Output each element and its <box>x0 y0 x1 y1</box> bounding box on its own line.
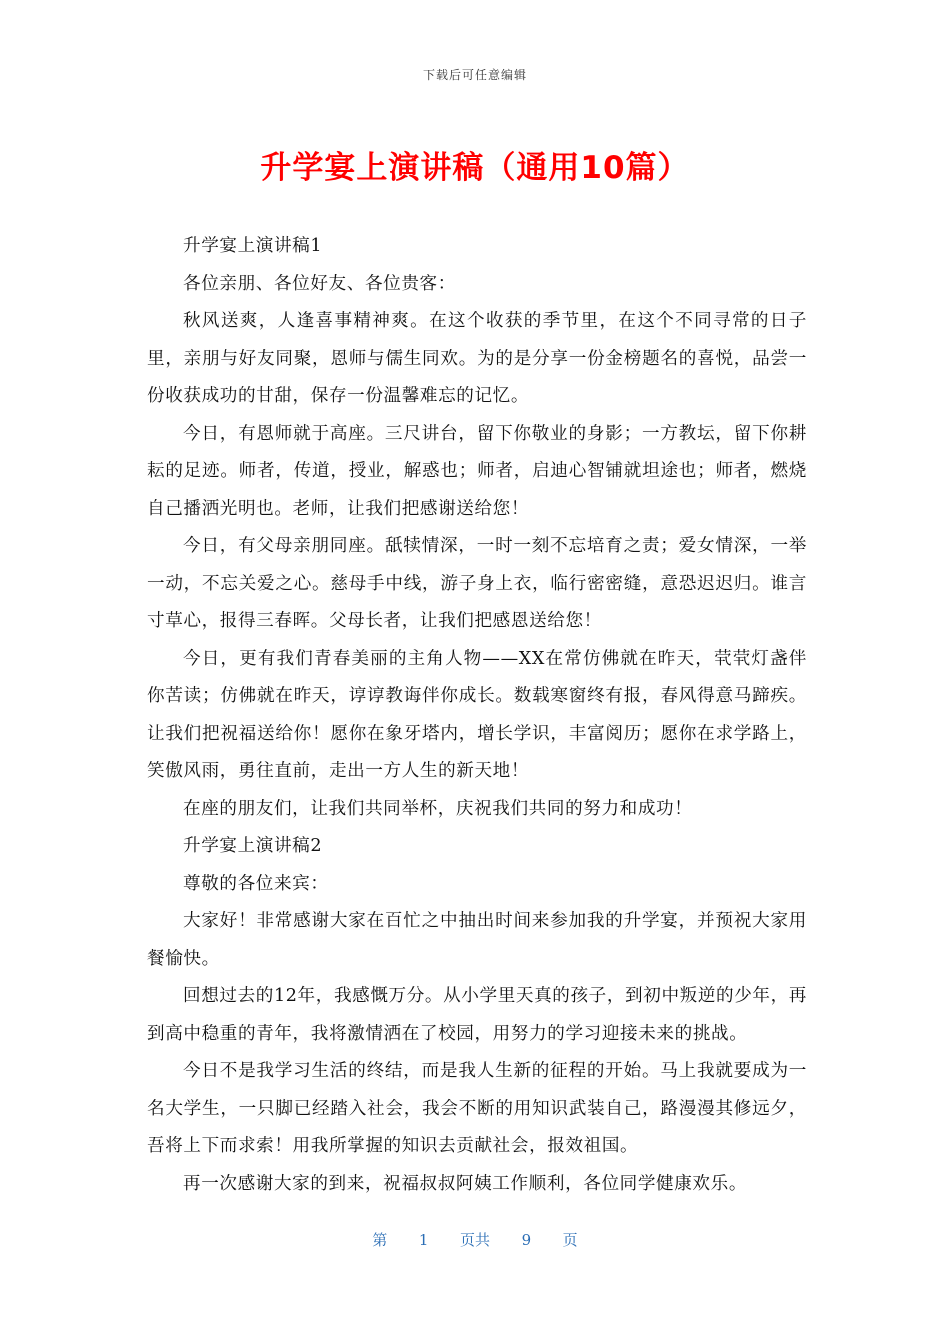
footer-page-number: 1 <box>418 1231 429 1249</box>
salutation-2: 尊敬的各位来宾： <box>183 873 329 894</box>
page-footer <box>0 1229 950 1250</box>
footer-suffix: 页 <box>562 1231 578 1249</box>
document-body <box>147 228 807 1203</box>
paragraph: 在座的朋友们，让我们共同举杯，庆祝我们共同的努力和成功！ <box>183 798 693 819</box>
section-heading-1: 升学宴上演讲稿1 <box>183 236 323 256</box>
salutation-1: 各位亲朋、各位好友、各位贵客： <box>183 273 456 294</box>
footer-total-pages: 9 <box>521 1231 532 1249</box>
paragraph: 回想过去的12年，我感慨万分。从小学里天真的孩子，到初中叛逆的少年，再到高中稳重的青年，我将激情洒在了校园，用努力的学习迎接未来的挑战。 <box>147 986 807 1044</box>
paragraph: 再一次感谢大家的到来，祝福叔叔阿姨工作顺利，各位同学健康欢乐。 <box>183 1173 748 1194</box>
header-note: 下载后可任意编辑 <box>422 68 527 82</box>
document-title: 升学宴上演讲稿（通用10篇） <box>260 150 690 186</box>
paragraph: 秋风送爽，人逢喜事精神爽。在这个收获的季节里，在这个不同寻常的日子里，亲朋与好友同聚，恩师与儒生同欢。为的是分享一份金榜题名的喜悦，品尝一份收获成功的甘甜，保存一份温馨难忘的记忆。 <box>147 311 807 406</box>
section-heading-2: 升学宴上演讲稿2 <box>183 836 323 856</box>
paragraph: 今日，更有我们青春美丽的主角人物——XX在常仿佛就在昨天，茕茕灯盏伴你苦读；仿佛就在昨天，谆谆教诲伴你成长。数载寒窗终有报，春风得意马蹄疾。让我们把祝福送给你！愿你在象牙塔内，增长学识，丰富阅历；愿你在求学路上，笑傲风雨，勇往直前，走出一方人生的新天地！ <box>147 648 807 781</box>
paragraph: 大家好！非常感谢大家在百忙之中抽出时间来参加我的升学宴，并预祝大家用餐愉快。 <box>147 911 807 969</box>
footer-middle: 页共 <box>459 1231 490 1249</box>
footer-prefix: 第 <box>372 1231 388 1249</box>
paragraph: 今日，有父母亲朋同座。舐犊情深，一时一刻不忘培育之责；爱女情深，一举一动，不忘关爱之心。慈母手中线，游子身上衣，临行密密缝，意恐迟迟归。谁言寸草心，报得三春晖。父母长者，让我们把感恩送给您！ <box>147 536 807 631</box>
paragraph: 今日，有恩师就于高座。三尺讲台，留下你敬业的身影；一方教坛，留下你耕耘的足迹。师者，传道，授业，解惑也；师者，启迪心智铺就坦途也；师者，燃烧自己播洒光明也。老师，让我们把感谢送给您！ <box>147 423 807 519</box>
paragraph: 今日不是我学习生活的终结，而是我人生新的征程的开始。马上我就要成为一名大学生，一只脚已经踏入社会，我会不断的用知识武装自己，路漫漫其修远夕，吾将上下而求索！用我所掌握的知识去贡献社会，报效祖国。 <box>147 1061 807 1156</box>
